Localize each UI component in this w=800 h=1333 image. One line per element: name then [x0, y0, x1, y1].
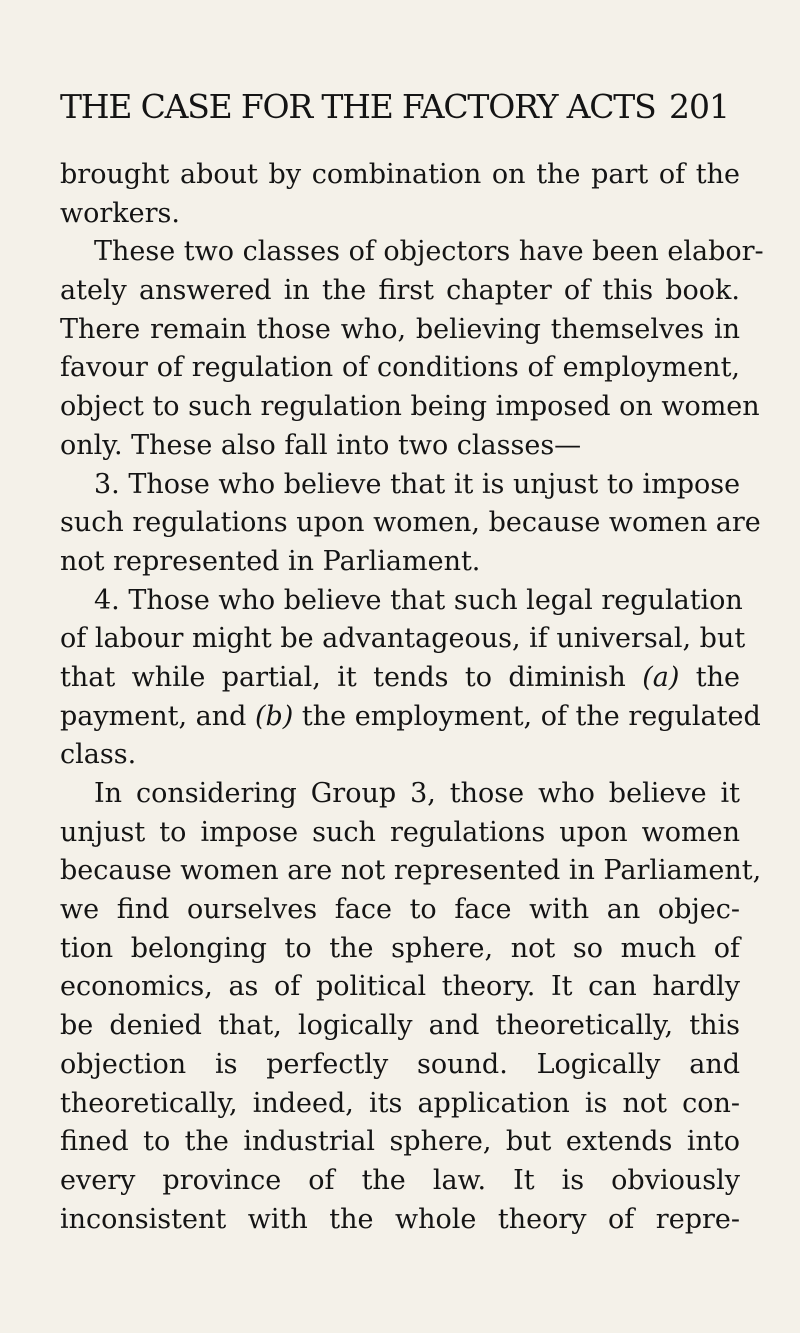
- text-line: fined to the industrial sphere, but extends into: [60, 1126, 740, 1158]
- enumeration-letter: (a): [642, 661, 680, 693]
- body-text: [60, 156, 764, 1239]
- text-line: ately answered in the first chapter of this book.: [60, 275, 740, 307]
- text-line: be denied that, logically and theoretically, this: [60, 1010, 740, 1042]
- text-line: every province of the law. It is obviously: [60, 1164, 740, 1196]
- running-head-title: THE CASE FOR THE FACTORY ACTS: [60, 87, 656, 126]
- text-line: objection is perfectly sound. Logically and: [60, 1048, 740, 1080]
- text-line: tion belonging to the sphere, not so much of: [60, 932, 740, 964]
- running-head: [60, 88, 740, 126]
- text-line: 3. Those who believe that it is unjust to impose: [94, 468, 741, 500]
- text-line: theoretically, indeed, its application is not con-: [60, 1087, 740, 1119]
- text-line: workers.: [60, 197, 180, 229]
- text-line: class.: [60, 739, 137, 771]
- text-line: not represented in Parliament.: [60, 545, 481, 577]
- text-line: payment, and (b) the employment, of the regulated: [60, 700, 761, 732]
- text-line: we find ourselves face to face with an objec-: [60, 894, 740, 926]
- text-line: brought about by combination on the part of the: [60, 159, 740, 190]
- text-line: favour of regulation of conditions of employment,: [60, 352, 740, 384]
- text-line: object to such regulation being imposed on women: [60, 391, 760, 423]
- text-line: because women are not represented in Parliament,: [60, 855, 762, 887]
- text-line: of labour might be advantageous, if universal, but: [60, 623, 746, 655]
- text-line: economics, as of political theory. It can hardly: [60, 971, 740, 1003]
- text-line: There remain those who, believing themselves in: [60, 313, 740, 345]
- enumeration-letter: (b): [254, 700, 294, 732]
- text-line: inconsistent with the whole theory of repre-: [60, 1203, 740, 1235]
- text-line: only. These also fall into two classes—: [60, 429, 582, 461]
- text-line: unjust to impose such regulations upon women: [60, 816, 740, 848]
- text-line: 4. Those who believe that such legal regulation: [94, 584, 743, 616]
- page-number: 201: [668, 87, 729, 126]
- text-line: In considering Group 3, those who believe it: [94, 778, 740, 809]
- text-line: such regulations upon women, because women are: [60, 507, 761, 539]
- text-line: These two classes of objectors have been elabor-: [94, 236, 764, 268]
- text-line: that while partial, it tends to diminish (a) the: [60, 661, 740, 693]
